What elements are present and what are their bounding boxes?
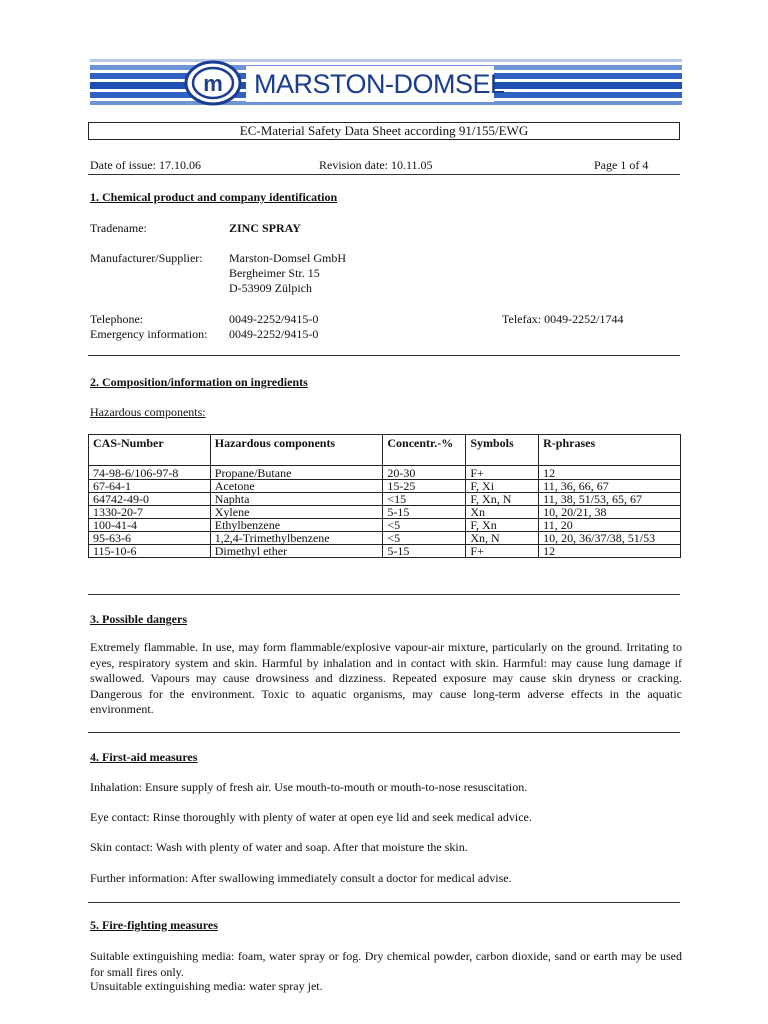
- cell: 5-15: [383, 545, 466, 558]
- suitable-media-text: Suitable extinguishing media: foam, water spray or fog. Dry chemical powder, carbon dioxide, sand or earth may be used for small fires only.: [90, 949, 682, 979]
- manufacturer-name: Marston-Domsel GmbH: [229, 251, 346, 265]
- cell: <5: [383, 532, 466, 545]
- page-number: Page 1 of 4: [594, 158, 649, 172]
- document-title: EC-Material Safety Data Sheet according 91/155/EWG: [239, 123, 529, 138]
- section-2-heading: 2. Composition/information on ingredients: [90, 375, 308, 389]
- divider: [88, 174, 680, 175]
- company-logo-icon: [184, 60, 242, 106]
- cell: Xn, N: [466, 532, 539, 545]
- table-header-row: [89, 435, 681, 466]
- cell: 1,2,4-Trimethylbenzene: [210, 532, 383, 545]
- section-3-heading: 3. Possible dangers: [90, 612, 188, 626]
- cell: F, Xn: [466, 519, 539, 532]
- cell: F+: [466, 466, 539, 480]
- table-row: [89, 493, 681, 506]
- cell: Ethylbenzene: [210, 519, 383, 532]
- column-header-symbols: Symbols: [466, 435, 539, 466]
- emergency-value: 0049-2252/9415-0: [229, 327, 319, 341]
- column-header-component: Hazardous components: [210, 435, 383, 466]
- cell: Dimethyl ether: [210, 545, 383, 558]
- cell: F, Xn, N: [466, 493, 539, 506]
- company-logo-text: MARSTON-DOMSEL: [254, 69, 505, 99]
- telephone-label: Telephone:: [90, 312, 144, 326]
- possible-dangers-text: Extremely flammable. In use, may form flammable/explosive vapour-air mixture, particularly on the ground. Irritating to eyes, respiratory system and skin. Harmful by inhalation and in contact with skin. Harmful: may cause lung damage if swallowed. Vapours may cause drowsiness and dizziness. Repeated exposure may cause skin dryness or cracking. Dangerous for the environment. Toxic to aquatic organisms, may cause long-term adverse effects in the aquatic environment.: [90, 640, 682, 716]
- manufacturer-city: D-53909 Zülpich: [229, 281, 312, 295]
- cell: Propane/Butane: [210, 466, 383, 480]
- cell: 12: [539, 545, 681, 558]
- first-aid-skin: Skin contact: Wash with plenty of water and soap. After that moisture the skin.: [90, 840, 468, 854]
- telephone-value: 0049-2252/9415-0: [229, 312, 319, 326]
- cell: 12: [539, 466, 681, 480]
- cell: 15-25: [383, 480, 466, 493]
- date-of-issue: Date of issue: 17.10.06: [90, 158, 201, 172]
- cell: Xn: [466, 506, 539, 519]
- table-row: [89, 506, 681, 519]
- table-row: [89, 519, 681, 532]
- table-row: [89, 466, 681, 480]
- ingredients-table: [88, 434, 681, 558]
- column-header-concentration: Concentr.-%: [383, 435, 466, 466]
- manufacturer-label: Manufacturer/Supplier:: [90, 251, 203, 265]
- section-1-heading: 1. Chemical product and company identification: [90, 190, 338, 204]
- table-row: [89, 532, 681, 545]
- cell: 67-64-1: [89, 480, 211, 493]
- cell: Acetone: [210, 480, 383, 493]
- cell: 10, 20, 36/37/38, 51/53: [539, 532, 681, 545]
- emergency-label: Emergency information:: [90, 327, 208, 341]
- cell: 10, 20/21, 38: [539, 506, 681, 519]
- cell: 64742-49-0: [89, 493, 211, 506]
- cell: 11, 36, 66, 67: [539, 480, 681, 493]
- table-row: [89, 545, 681, 558]
- divider: [88, 594, 680, 595]
- cell: 74-98-6/106-97-8: [89, 466, 211, 480]
- cell: Xylene: [210, 506, 383, 519]
- first-aid-further: Further information: After swallowing immediately consult a doctor for medical advise.: [90, 871, 512, 885]
- unsuitable-media-text: Unsuitable extinguishing media: water spray jet.: [90, 979, 323, 993]
- cell: <5: [383, 519, 466, 532]
- tradename-label: Tradename:: [90, 221, 147, 235]
- tradename-value: ZINC SPRAY: [229, 221, 301, 235]
- cell: 11, 38, 51/53, 65, 67: [539, 493, 681, 506]
- cell: F+: [466, 545, 539, 558]
- cell: 5-15: [383, 506, 466, 519]
- first-aid-eye: Eye contact: Rinse thoroughly with plenty of water at open eye lid and seek medical advice.: [90, 810, 532, 824]
- cell: 1330-20-7: [89, 506, 211, 519]
- first-aid-inhalation: Inhalation: Ensure supply of fresh air. Use mouth-to-mouth or mouth-to-nose resuscitation.: [90, 780, 528, 794]
- cell: F, Xi: [466, 480, 539, 493]
- column-header-cas: CAS-Number: [89, 435, 211, 466]
- divider: [88, 732, 680, 733]
- table-row: [89, 480, 681, 493]
- column-header-r-phrases: R-phrases: [539, 435, 681, 466]
- cell: Naphta: [210, 493, 383, 506]
- logo-emblem-letter: m: [203, 71, 223, 96]
- divider: [88, 355, 680, 356]
- cell: 100-41-4: [89, 519, 211, 532]
- revision-date: Revision date: 10.11.05: [319, 158, 433, 172]
- cell: 95-63-6: [89, 532, 211, 545]
- cell: 115-10-6: [89, 545, 211, 558]
- section-5-heading: 5. Fire-fighting measures: [90, 918, 218, 932]
- hazardous-components-label: Hazardous components:: [90, 405, 206, 419]
- cell: <15: [383, 493, 466, 506]
- manufacturer-street: Bergheimer Str. 15: [229, 266, 320, 280]
- telefax: Telefax: 0049-2252/1744: [502, 312, 624, 326]
- section-4-heading: 4. First-aid measures: [90, 750, 198, 764]
- cell: 11, 20: [539, 519, 681, 532]
- cell: 20-30: [383, 466, 466, 480]
- divider: [88, 902, 680, 903]
